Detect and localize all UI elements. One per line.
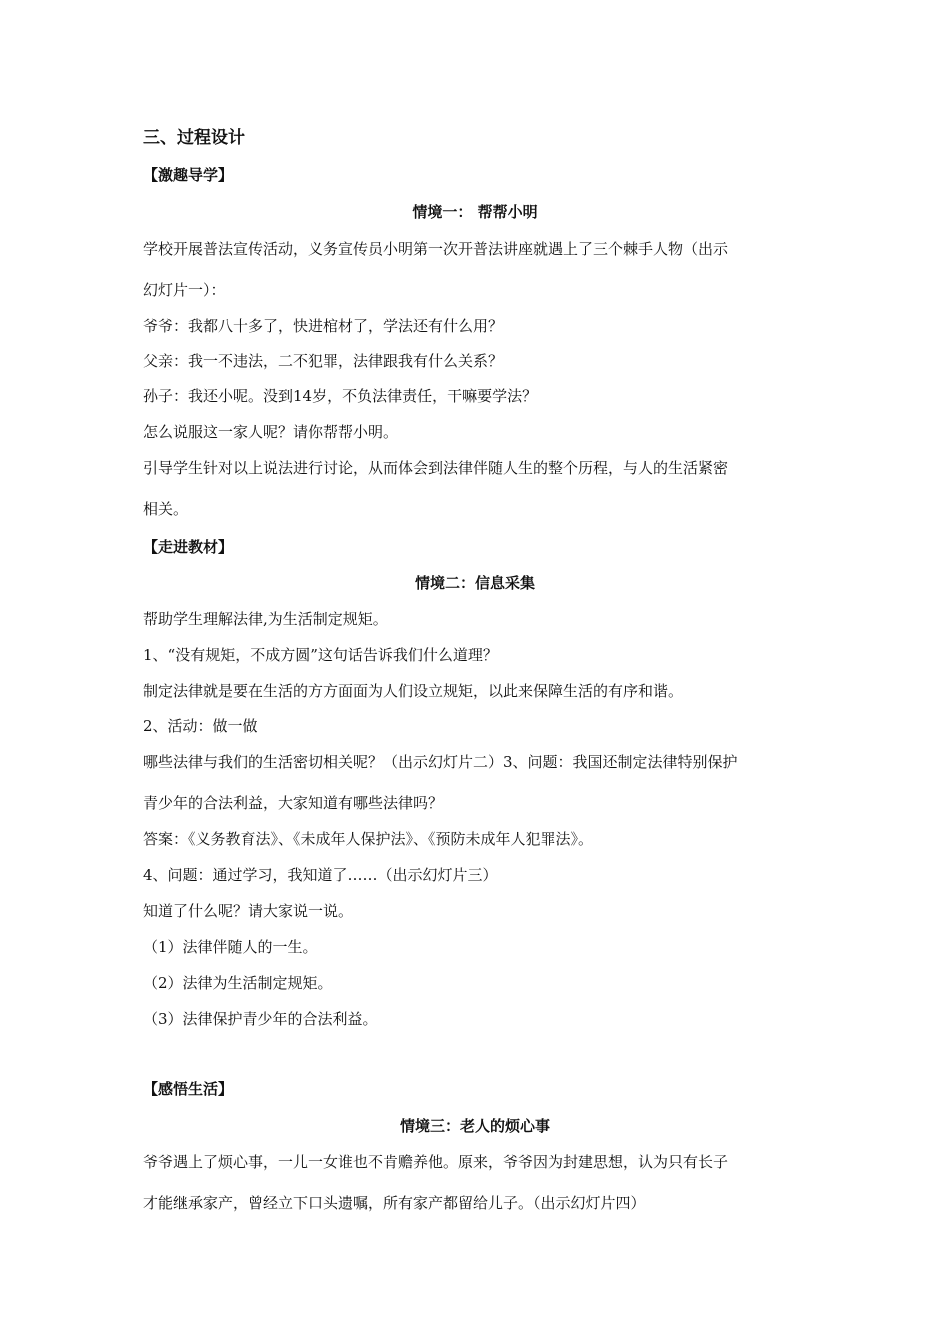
question-2-text-line-1: 哪些法律与我们的生活密切相关呢？（出示幻灯片二）3、问题：我国还制定法律特别保护: [143, 753, 738, 771]
part1-header: 【激趣导学】: [143, 166, 234, 184]
scenario-2-intro: 帮助学生理解法律,为生活制定规矩。: [143, 610, 388, 628]
dialogue-grandpa: 爷爷：我都八十多了，快进棺材了，学法还有什么用？: [143, 317, 504, 335]
answer-laws: 答案：《义务教育法》、《未成年人保护法》、《预防未成年人犯罪法》。: [143, 830, 594, 848]
scenario-1-question: 怎么说服这一家人呢？请你帮帮小明。: [143, 423, 399, 441]
scenario-1-intro-line-1: 学校开展普法宣传活动，义务宣传员小明第一次开普法讲座就遇上了三个棘手人物（出示: [143, 240, 729, 258]
scenario-3-text-line-1: 爷爷遇上了烦心事，一儿一女谁也不肯赡养他。原来，爷爷因为封建思想，认为只有长子: [143, 1153, 729, 1171]
scenario-1-title: 情境一： 帮帮小明: [412, 203, 538, 221]
dialogue-father: 父亲：我一不违法，二不犯罪，法律跟我有什么关系？: [143, 352, 504, 370]
scenario-2-title: 情境二：信息采集: [414, 574, 535, 592]
question-4: 4、问题：通过学习，我知道了……（出示幻灯片三）: [143, 866, 498, 884]
question-4-prompt: 知道了什么呢？请大家说一说。: [143, 902, 354, 920]
part2-header: 【走进教材】: [143, 538, 234, 556]
list-item: （1）法律伴随人的一生。: [143, 938, 318, 956]
scenario-1-intro-line-2: 幻灯片一）：: [143, 281, 226, 299]
scenario-1-guide-line-2: 相关。: [143, 500, 189, 518]
list-item: （2）法律为生活制定规矩。: [143, 974, 333, 992]
dialogue-grandson: 孙子：我还小呢。没到14岁，不负法律责任，干嘛要学法？: [143, 387, 538, 405]
scenario-3-text-line-2: 才能继承家产，曾经立下口头遗嘱，所有家产都留给儿子。（出示幻灯片四）: [143, 1194, 646, 1212]
question-2-text-line-2: 青少年的合法利益，大家知道有哪些法律吗？: [143, 794, 444, 812]
scenario-3-title: 情境三：老人的烦心事: [399, 1117, 550, 1135]
question-2: 2、活动：做一做: [143, 717, 258, 735]
question-1: 1、“没有规矩，不成方圆”这句话告诉我们什么道理？: [143, 646, 498, 664]
section-title: 三、过程设计: [143, 128, 245, 148]
answer-1: 制定法律就是要在生活的方方面面为人们设立规矩，以此来保障生活的有序和谐。: [143, 682, 684, 700]
part3-header: 【感悟生活】: [143, 1080, 234, 1098]
list-item: （3）法律保护青少年的合法利益。: [143, 1010, 378, 1028]
scenario-1-guide-line-1: 引导学生针对以上说法进行讨论，从而体会到法律伴随人生的整个历程，与人的生活紧密: [143, 459, 729, 477]
